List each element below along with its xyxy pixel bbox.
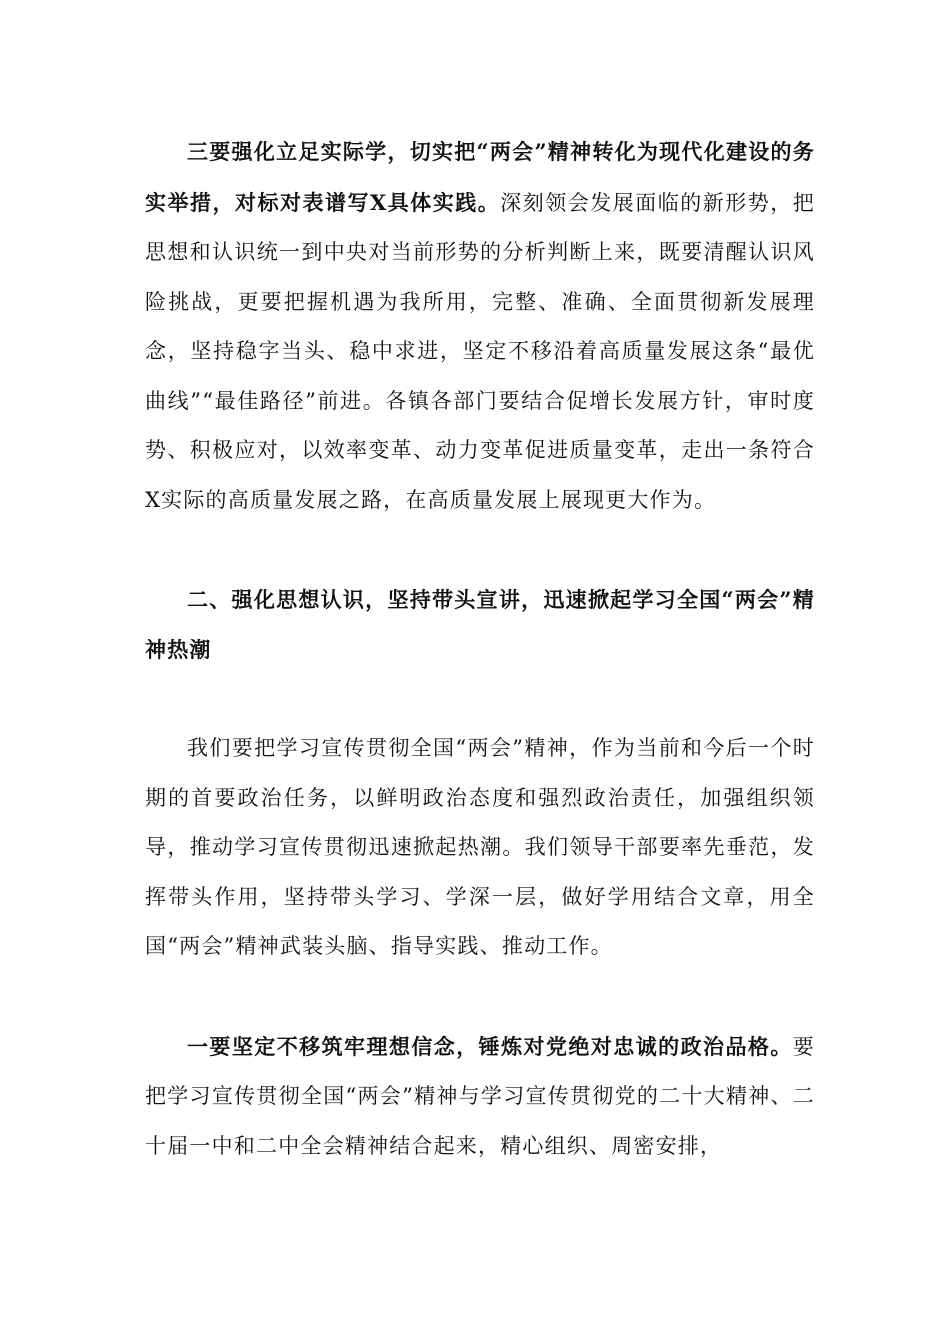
paragraph-3-lead: 一要坚定不移筑牢理想信念，锤炼对党绝对忠诚的政治品格。 xyxy=(187,1033,793,1059)
document-body xyxy=(145,127,815,1171)
section-heading-2: 二、强化思想认识，坚持带头宣讲，迅速掀起学习全国“两会”精神热潮 xyxy=(145,587,815,662)
paragraph-1 xyxy=(145,127,815,525)
spacer xyxy=(145,972,815,1022)
paragraph-3-body: 要把学习宣传贯彻全国“两会”精神与学习宣传贯彻党的二十大精神、二十届一中和二中全会精神结合起来，精心组织、周密安排， xyxy=(145,1034,815,1158)
paragraph-2: 我们要把学习宣传贯彻全国“两会”精神，作为当前和今后一个时期的首要政治任务，以鲜明政治态度和强烈政治责任，加强组织领导，推动学习宣传贯彻迅速掀起热潮。我们领导干部要率先垂范，发挥带头作用，坚持带头学习、学深一层，做好学用结合文章，用全国“两会”精神武装头脑、指导实践、推动工作。 xyxy=(145,736,815,958)
spacer xyxy=(145,674,815,724)
paragraph-1-body: 深刻领会发展面临的新形势，把思想和认识统一到中央对当前形势的分析判断上来，既要清醒认识风险挑战，更要把握机遇为我所用，完整、准确、全面贯彻新发展理念，坚持稳字当头、稳中求进，坚定不移沿着高质量发展这条“最优曲线”“最佳路径”前进。各镇各部门要结合促增长发展方针，审时度势、积极应对，以效率变革、动力变革促进质量变革，走出一条符合X实际的高质量发展之路，在高质量发展上展现更大作为。 xyxy=(145,190,815,512)
paragraph-3 xyxy=(145,1022,815,1172)
spacer xyxy=(145,525,815,575)
paragraph-1-lead: 三要强化立足实际学，切实把“两会”精神转化为现代化建设的务实举措，对标对表谱写X具体实践。 xyxy=(145,139,815,215)
